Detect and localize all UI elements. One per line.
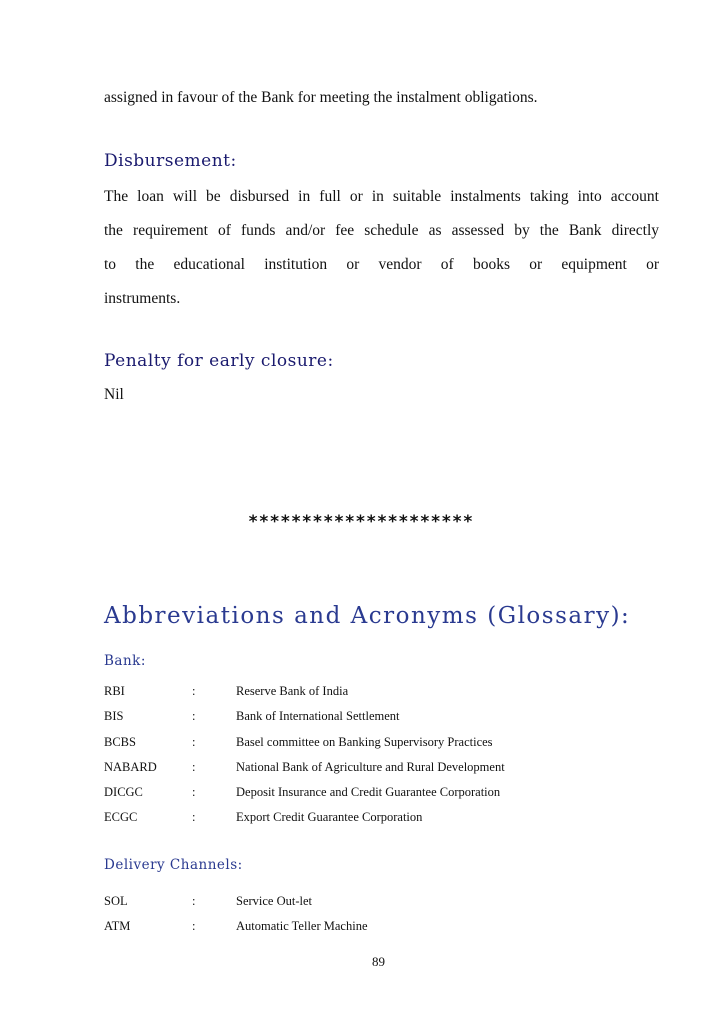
glossary-colon: : xyxy=(192,735,196,749)
glossary-row xyxy=(104,808,624,826)
page-number: 89 xyxy=(372,954,385,969)
glossary-definition: National Bank of Agriculture and Rural Development xyxy=(236,760,505,774)
delivery-channels-subheading: Delivery Channels: xyxy=(104,857,243,873)
glossary-colon: : xyxy=(192,709,196,723)
glossary-abbr: SOL xyxy=(104,894,128,908)
glossary-definition: Reserve Bank of India xyxy=(236,684,349,698)
glossary-colon: : xyxy=(192,919,196,933)
glossary-row xyxy=(104,707,624,725)
glossary-abbr: RBI xyxy=(104,684,125,698)
glossary-definition: Automatic Teller Machine xyxy=(236,919,368,933)
glossary-row xyxy=(104,758,624,776)
glossary-abbr: ATM xyxy=(104,919,131,933)
glossary-definition: Deposit Insurance and Credit Guarantee Corporation xyxy=(236,785,501,799)
disbursement-paragraph xyxy=(104,187,659,323)
glossary-row xyxy=(104,733,624,751)
glossary-abbr: NABARD xyxy=(104,760,157,774)
disbursement-line: to the educational institution or vendor of books or equipment or xyxy=(104,256,659,273)
section-separator: ********************* xyxy=(248,512,474,532)
disbursement-heading: Disbursement: xyxy=(104,151,237,171)
glossary-heading: Abbreviations and Acronyms (Glossary): xyxy=(104,603,631,629)
disbursement-line: instruments. xyxy=(104,290,181,307)
glossary-row xyxy=(104,917,624,935)
glossary-definition: Basel committee on Banking Supervisory Practices xyxy=(236,735,493,749)
glossary-colon: : xyxy=(192,785,196,799)
glossary-colon: : xyxy=(192,684,196,698)
glossary-row xyxy=(104,783,624,801)
glossary-abbr: ECGC xyxy=(104,810,138,824)
bank-subheading: Bank: xyxy=(104,653,146,669)
glossary-definition: Service Out-let xyxy=(236,894,313,908)
penalty-heading: Penalty for early closure: xyxy=(104,351,334,371)
glossary-row xyxy=(104,682,624,700)
intro-line: assigned in favour of the Bank for meeting the instalment obligations. xyxy=(104,89,538,106)
glossary-abbr: BCBS xyxy=(104,735,136,749)
glossary-abbr: DICGC xyxy=(104,785,143,799)
glossary-colon: : xyxy=(192,810,196,824)
glossary-colon: : xyxy=(192,760,196,774)
glossary-row xyxy=(104,892,624,910)
glossary-abbr: BIS xyxy=(104,709,124,723)
penalty-text: Nil xyxy=(104,386,124,403)
glossary-definition: Export Credit Guarantee Corporation xyxy=(236,810,423,824)
disbursement-line: The loan will be disbursed in full or in suitable instalments taking into account xyxy=(104,188,659,205)
glossary-definition: Bank of International Settlement xyxy=(236,709,400,723)
disbursement-line: the requirement of funds and/or fee schedule as assessed by the Bank directly xyxy=(104,222,659,239)
glossary-colon: : xyxy=(192,894,196,908)
